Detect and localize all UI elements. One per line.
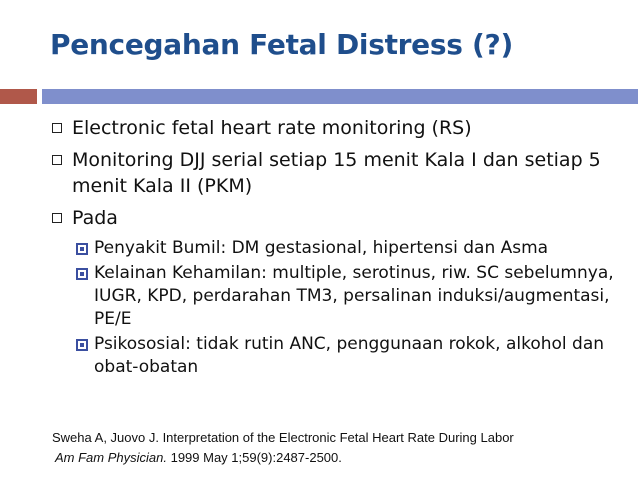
- journal-name: Am Fam Physician.: [55, 450, 167, 465]
- title-accent-bar: [0, 89, 37, 104]
- sub-bullet-item: [52, 262, 622, 331]
- slide-title: Pencegahan Fetal Distress (?): [50, 28, 513, 61]
- bullet-item: [52, 205, 622, 231]
- bullet-list: [52, 115, 622, 381]
- reference-journal-line: [52, 448, 612, 468]
- reference-line: Sweha A, Juovo J. Interpretation of the Electronic Fetal Heart Rate During Labor: [52, 430, 514, 445]
- bullet-item: [52, 115, 622, 141]
- sub-bullet-item: [52, 333, 622, 379]
- filled-square-bullet-icon: [76, 243, 88, 255]
- sub-bullet-item: [52, 237, 622, 260]
- citation-details: 1999 May 1;59(9):2487-2500.: [166, 450, 342, 465]
- sub-bullet-text: Penyakit Bumil: DM gestasional, hipertensi dan Asma: [94, 238, 549, 258]
- square-bullet-icon: [52, 213, 62, 223]
- square-bullet-icon: [52, 123, 62, 133]
- filled-square-bullet-icon: [76, 339, 88, 351]
- bullet-text: Pada: [72, 207, 118, 229]
- square-bullet-icon: [52, 155, 62, 165]
- bullet-item: [52, 147, 622, 199]
- reference-citation: [52, 428, 612, 468]
- filled-square-bullet-icon: [76, 268, 88, 280]
- bullet-text: Electronic fetal heart rate monitoring (RS): [72, 117, 472, 139]
- bullet-text: Monitoring DJJ serial setiap 15 menit Kala I dan setiap 5 menit Kala II (PKM): [72, 149, 601, 197]
- title-underline-bar: [42, 89, 638, 104]
- sub-bullet-text: Psikososial: tidak rutin ANC, penggunaan rokok, alkohol dan obat-obatan: [94, 334, 605, 377]
- sub-bullet-text: Kelainan Kehamilan: multiple, serotinus, riw. SC sebelumnya, IUGR, KPD, perdarahan TM3, persalinan induksi/augmentasi, PE/E: [94, 263, 614, 329]
